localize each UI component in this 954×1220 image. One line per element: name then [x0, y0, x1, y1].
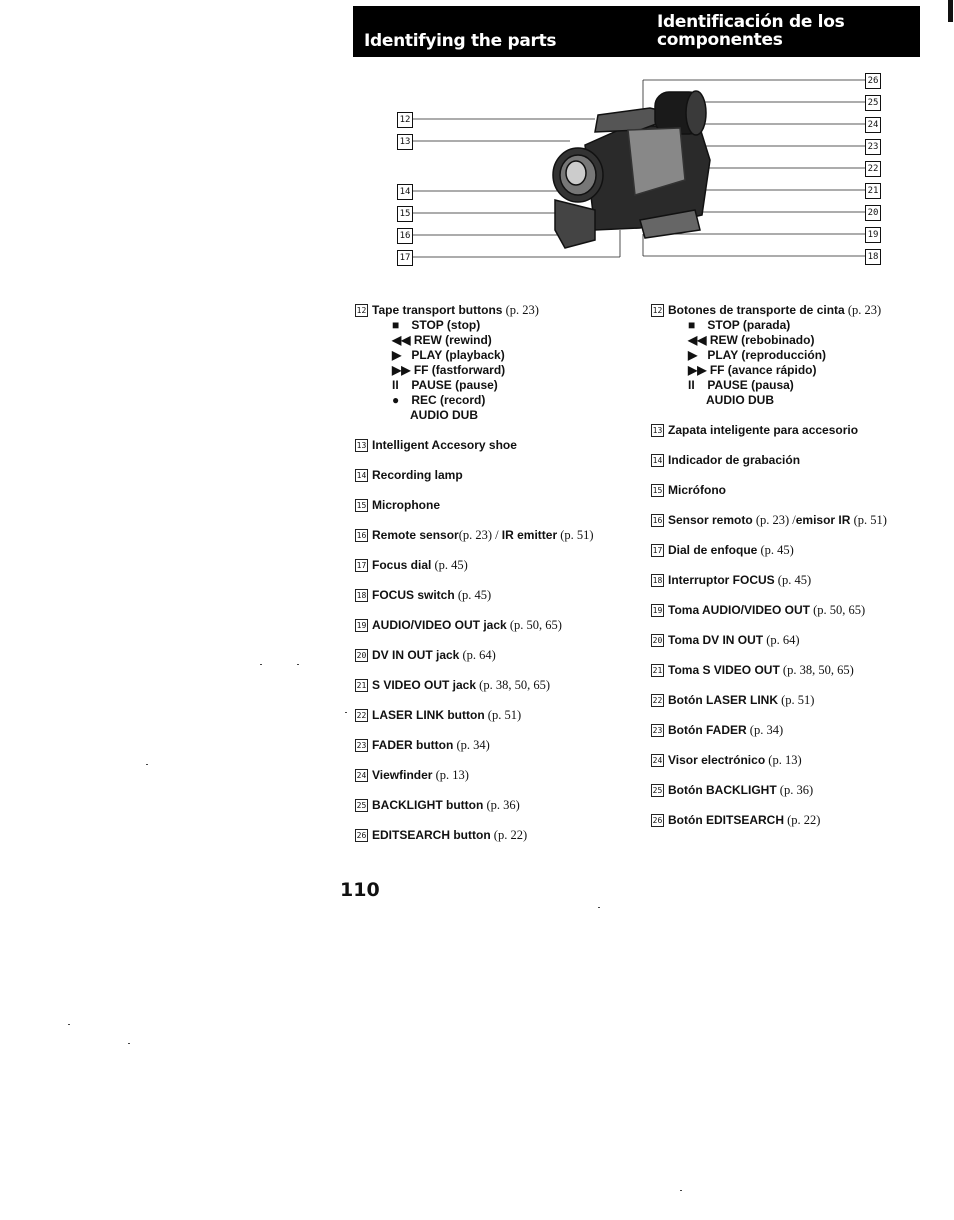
list-item: 21 Toma S VIDEO OUT (p. 38, 50, 65): [652, 663, 854, 677]
list-item: [355, 303, 640, 318]
callout-14: 14: [397, 184, 413, 200]
callout-12: 12: [397, 112, 413, 128]
list-item: [651, 303, 951, 318]
fastforward-icon: ▶▶: [688, 363, 707, 377]
header-title-es: Identificación de los componentes: [657, 12, 845, 50]
sub-item: ▶ PLAY (playback): [392, 348, 505, 362]
list-item: 15 Micrófono: [652, 483, 726, 497]
callout-20: 20: [865, 205, 881, 221]
list-item: 19 Toma AUDIO/VIDEO OUT (p. 50, 65): [652, 603, 866, 617]
rewind-icon: ◀◀: [688, 333, 707, 347]
list-item: 23 Botón FADER (p. 34): [652, 723, 784, 737]
english-parts-list: [355, 303, 640, 843]
record-icon: ●: [392, 393, 400, 407]
callout-16: 16: [397, 228, 413, 244]
callout-19: 19: [865, 227, 881, 243]
header-title-en: Identifying the parts: [364, 31, 557, 51]
sub-item: II PAUSE (pause): [392, 378, 498, 392]
list-item: 18 Interruptor FOCUS (p. 45): [652, 573, 812, 587]
rewind-icon: ◀◀: [392, 333, 411, 347]
stop-icon: ■: [392, 318, 400, 332]
sub-item: AUDIO DUB: [706, 393, 774, 407]
spanish-parts-list: [651, 303, 951, 828]
camcorder-illustration: [380, 70, 900, 280]
camcorder-diagram: [380, 70, 900, 280]
sub-item: ▶▶ FF (avance rápido): [688, 363, 817, 377]
sub-item: AUDIO DUB: [410, 408, 478, 422]
list-item: 25 Botón BACKLIGHT (p. 36): [652, 783, 814, 797]
list-item: 26 EDITSEARCH button (p. 22): [356, 828, 528, 842]
callout-24: 24: [865, 117, 881, 133]
sub-item: ▶▶ FF (fastforward): [392, 363, 506, 377]
page-number: 110: [340, 879, 380, 901]
sub-item: ◀◀ REW (rebobinado): [688, 333, 815, 347]
list-item: 22 LASER LINK button (p. 51): [356, 708, 522, 722]
list-item: 18 FOCUS switch (p. 45): [356, 588, 492, 602]
list-item: 14 Indicador de grabación: [652, 453, 801, 467]
list-item: 24 Visor electrónico (p. 13): [652, 753, 802, 767]
section-header: [353, 6, 920, 57]
callout-25: 25: [865, 95, 881, 111]
callout-22: 22: [865, 161, 881, 177]
callout-17: 17: [397, 250, 413, 266]
item-number: 12: [652, 306, 663, 315]
list-item: 13 Intelligent Accesory shoe: [356, 438, 517, 452]
sub-item: II PAUSE (pausa): [688, 378, 794, 392]
sub-item: ◀◀ REW (rewind): [392, 333, 492, 347]
play-icon: ▶: [688, 348, 698, 362]
list-item: 14 Recording lamp: [356, 468, 463, 482]
list-item: 16 Remote sensor(p. 23) / IR emitter (p. 51): [356, 528, 594, 542]
list-item: 23 FADER button (p. 34): [356, 738, 490, 752]
stop-icon: ■: [688, 318, 696, 332]
list-item: 15 Microphone: [356, 498, 440, 512]
item-label: Tape transport buttons: [372, 303, 503, 317]
callout-13: 13: [397, 134, 413, 150]
callout-23: 23: [865, 139, 881, 155]
list-item: 24 Viewfinder (p. 13): [356, 768, 469, 782]
callout-18: 18: [865, 249, 881, 265]
play-icon: ▶: [392, 348, 402, 362]
list-item: 20 Toma DV IN OUT (p. 64): [652, 633, 800, 647]
page-edge-tab: [948, 0, 953, 22]
list-item: 22 Botón LASER LINK (p. 51): [652, 693, 815, 707]
fastforward-icon: ▶▶: [392, 363, 411, 377]
page-ref: (p. 23): [844, 303, 882, 317]
sub-item: ▶ PLAY (reproducción): [688, 348, 827, 362]
list-item: 16 Sensor remoto (p. 23) /emisor IR (p. 51): [652, 513, 887, 527]
list-item: 20 DV IN OUT jack (p. 64): [356, 648, 496, 662]
list-item: 17 Focus dial (p. 45): [356, 558, 468, 572]
list-item: 25 BACKLIGHT button (p. 36): [356, 798, 520, 812]
sub-item: ■ STOP (parada): [688, 318, 791, 332]
item-label: Botones de transporte de cinta: [668, 303, 845, 317]
sub-item: ● REC (record): [392, 393, 486, 407]
list-item: 19 AUDIO/VIDEO OUT jack (p. 50, 65): [356, 618, 562, 632]
pause-icon: II: [392, 378, 399, 392]
list-item: 21 S VIDEO OUT jack (p. 38, 50, 65): [356, 678, 550, 692]
sub-item: ■ STOP (stop): [392, 318, 481, 332]
callout-15: 15: [397, 206, 413, 222]
list-item: 26 Botón EDITSEARCH (p. 22): [652, 813, 821, 827]
item-number: 12: [356, 306, 367, 315]
pause-icon: II: [688, 378, 695, 392]
callout-26: 26: [865, 73, 881, 89]
page-ref: (p. 23): [502, 303, 539, 317]
callout-21: 21: [865, 183, 881, 199]
list-item: 17 Dial de enfoque (p. 45): [652, 543, 794, 557]
list-item: 13 Zapata inteligente para accesorio: [652, 423, 859, 437]
